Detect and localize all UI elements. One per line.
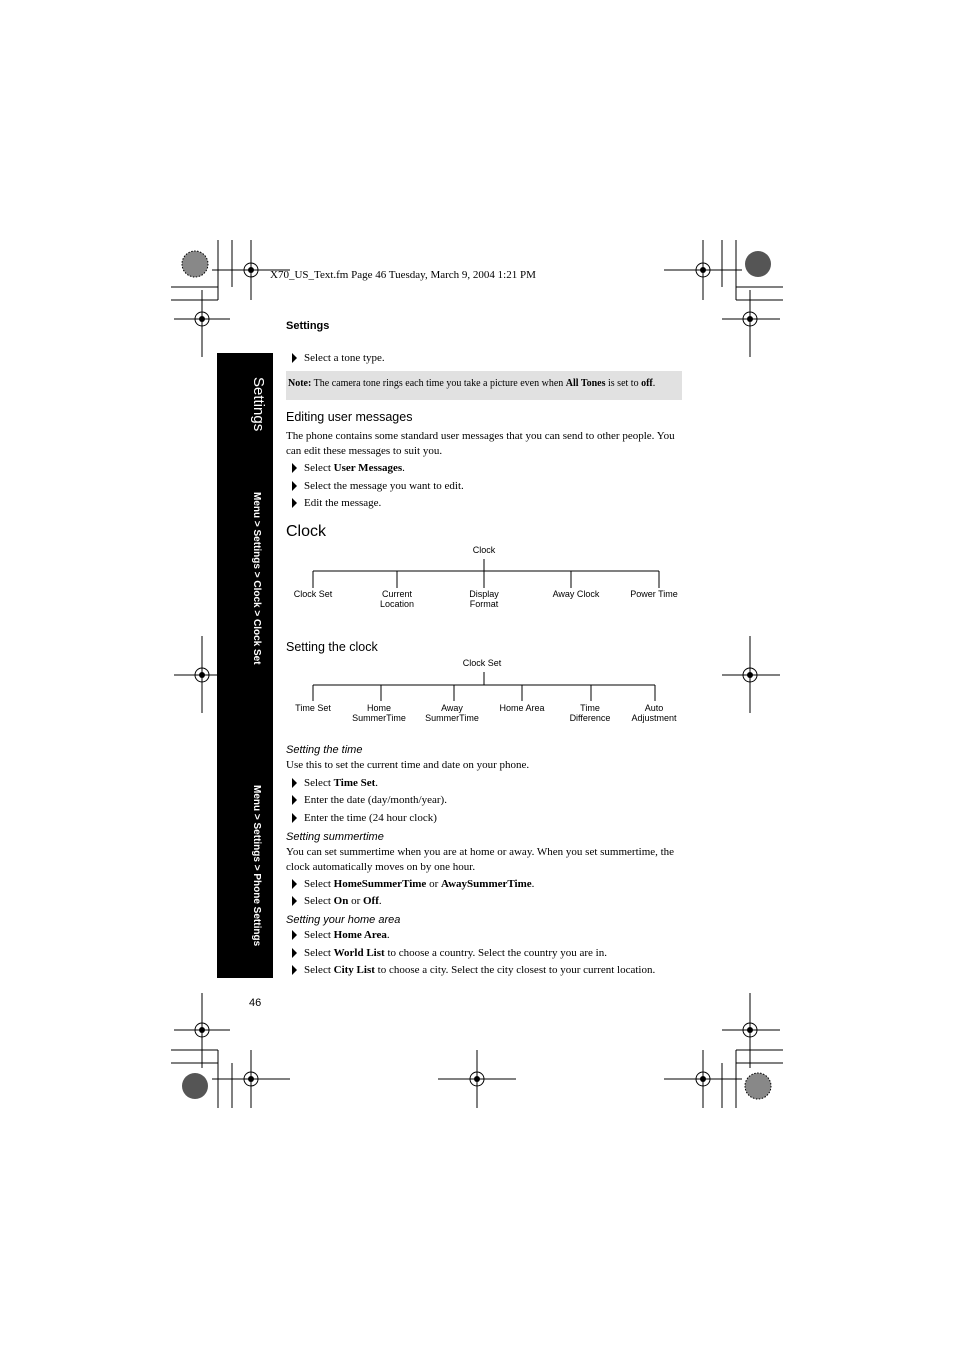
tree-node: Power Time xyxy=(630,589,678,599)
side-tab-breadcrumb-phone: Menu > Settings > Phone Settings xyxy=(251,785,262,947)
list-item: Select Home Area. xyxy=(286,929,390,942)
tree-root-clock: Clock xyxy=(472,545,496,555)
paragraph: Use this to set the current time and date on your phone. xyxy=(286,759,530,771)
subheading-home-area: Setting your home area xyxy=(286,914,401,926)
tree-node: Away SummerTime xyxy=(425,703,479,723)
tree-node: Home Area xyxy=(499,703,545,713)
subheading-summertime: Setting summertime xyxy=(286,831,384,843)
tree-node: Auto Adjustment xyxy=(631,703,677,723)
side-tab-title: Settings xyxy=(250,377,267,432)
tree-node: Time Difference xyxy=(569,703,611,723)
list-item: Select On or Off. xyxy=(286,895,382,908)
running-head: Settings xyxy=(286,320,330,332)
tree-node: Time Set xyxy=(295,703,331,713)
list-item: Edit the message. xyxy=(286,497,381,510)
list-item: Enter the time (24 hour clock) xyxy=(286,812,437,825)
list-item: Select City List to choose a city. Select the city closest to your current location. xyxy=(286,964,655,977)
list-item: Select World List to choose a country. Select the country you are in. xyxy=(286,947,607,960)
list-item: Enter the date (day/month/year). xyxy=(286,794,447,807)
page-number: 46 xyxy=(249,997,262,1009)
paragraph: You can set summertime when you are at home or away. When you set summertime, the clock automatically moves on by one hour. xyxy=(286,846,675,873)
note-text: Note: The camera tone rings each time you take a picture even when All Tones is set to off. xyxy=(288,378,656,389)
side-tab-breadcrumb-clock: Menu > Settings > Clock > Clock Set xyxy=(251,492,262,665)
list-item: Select a tone type. xyxy=(286,352,385,365)
list-item: Select Time Set. xyxy=(286,777,378,790)
subheading-setting-time: Setting the time xyxy=(286,744,363,756)
file-header: X70_US_Text.fm Page 46 Tuesday, March 9, 2004 1:21 PM xyxy=(270,269,536,281)
tree-node: Display Format xyxy=(469,589,499,609)
tree-root-clock-set: Clock Set xyxy=(462,658,502,668)
tree-node: Away Clock xyxy=(552,589,600,599)
section-heading-editing: Editing user messages xyxy=(286,410,413,424)
list-item: Select HomeSummerTime or AwaySummerTime. xyxy=(286,878,534,891)
list-item: Select the message you want to edit. xyxy=(286,480,464,493)
tree-node: Home SummerTime xyxy=(352,703,406,723)
paragraph: The phone contains some standard user messages that you can send to other people. You can edit these messages to suit you. xyxy=(286,430,675,457)
section-heading-clock: Clock xyxy=(286,523,327,540)
tree-node: Clock Set xyxy=(293,589,333,599)
section-heading-setting-clock: Setting the clock xyxy=(286,640,378,654)
tree-node: Current Location xyxy=(379,589,415,609)
list-item: Select User Messages. xyxy=(286,462,405,475)
